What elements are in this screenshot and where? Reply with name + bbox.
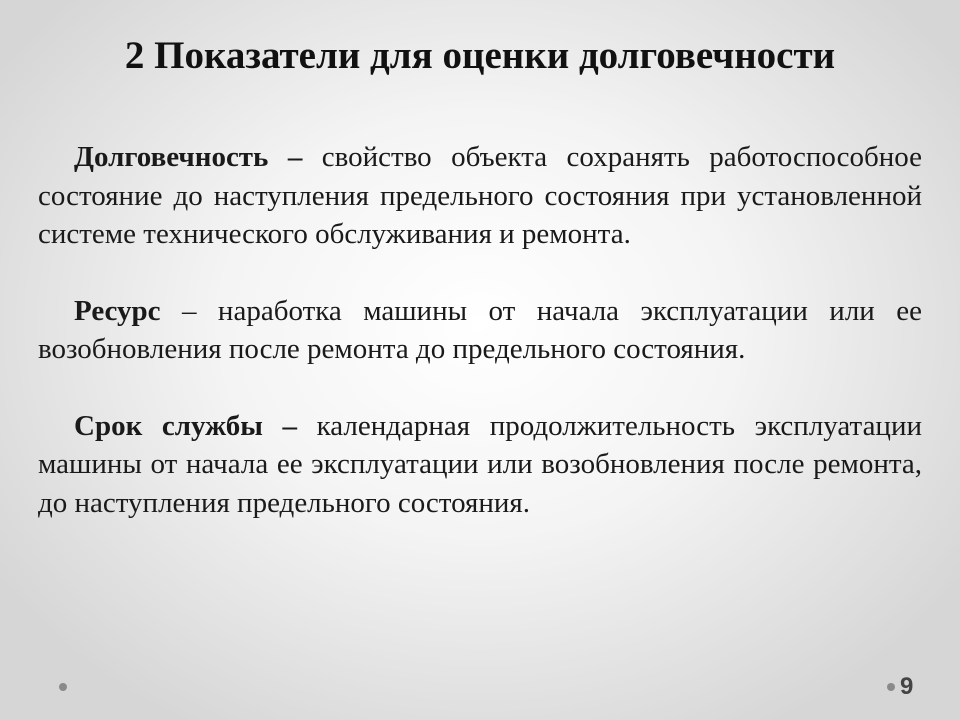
page-number: 9 [900, 673, 914, 700]
term-resource: Ресурс [74, 294, 161, 327]
term-durability: Долговечность – [74, 141, 303, 173]
term-service-life: Срок службы – [74, 409, 298, 442]
definition-resource-text: – наработка машины от начала эксплуатации или ее возобновления после ремонта до предельного состояния. [38, 294, 922, 365]
footer-dot-left [59, 683, 67, 691]
definition-resource [38, 292, 922, 369]
footer-dot-right [887, 683, 895, 691]
definition-durability [38, 138, 922, 254]
definition-service-life [38, 407, 922, 523]
definition-service-life-text: календарная продолжительность эксплуатации машины от начала ее эксплуатации или возобновления после ремонта, до наступления предельного состояния. [38, 409, 922, 519]
slide-content [38, 138, 922, 522]
definition-durability-text: свойство объекта сохранять работоспособное состояние до наступления предельного состояния при установленной системе технического обслуживания и ремонта. [38, 141, 923, 250]
slide-title: 2 Показатели для оценки долговечности [124, 34, 836, 77]
